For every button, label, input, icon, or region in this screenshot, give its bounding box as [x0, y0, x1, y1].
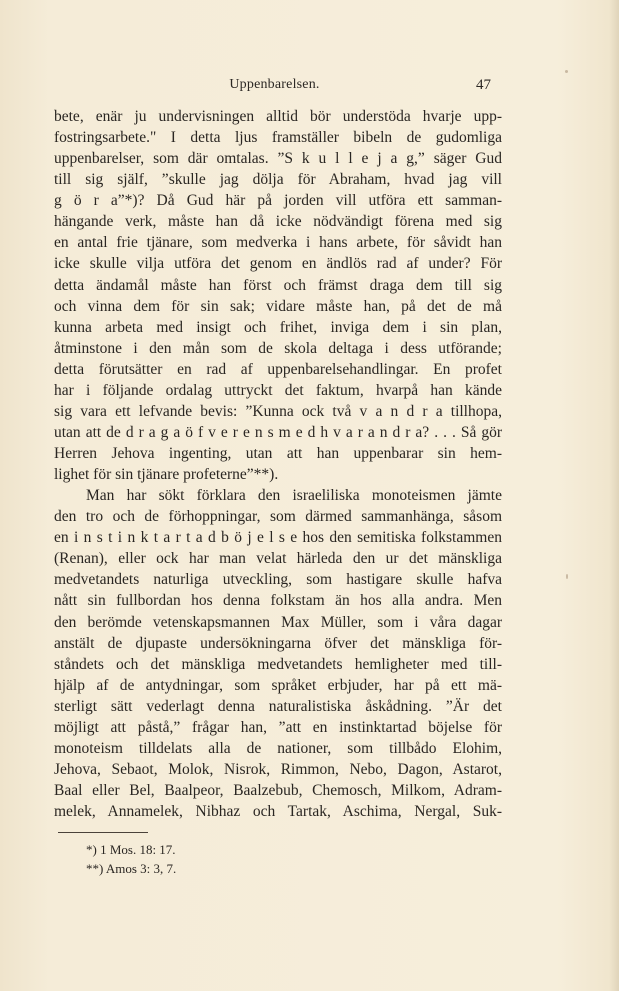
text-line: Jehova, Sebaot, Molok, Nisrok, Rimmon, Nebo, Dagon, Astarot, [54, 760, 502, 778]
text-line: Herren Jehova ingenting, utan att han uppenbarar sin hem- [54, 445, 502, 462]
text-line: ståndets och det mänskliga medvetandets hemligheter med till- [54, 655, 502, 673]
text-line: en i n s t i n k t a r t a d b ö j e l s e hos den semitiska folkstammen [54, 529, 502, 547]
text-line: möjligt att påstå,” frågar han, ”att en instinktartad böjelse för [54, 718, 502, 736]
text-line: och vinna dem för sin sak; vidare måste han, på det de må [54, 297, 502, 315]
text-line: melek, Annamelek, Nibhaz och Tartak, Aschima, Nergal, Suk- [54, 803, 502, 821]
paper-speck [566, 574, 568, 579]
text-line: hängande verk, måste han då icke nödvändigt förena med sig [54, 213, 502, 231]
text-line: sterligt sätt vederlagt denna naturalistiska åskådning. ”Är det [54, 697, 502, 715]
text-line: fostringsarbete." I detta ljus framställer bibeln de gudomliga [54, 129, 502, 147]
text-line: medvetandets naturliga utveckling, som hastigare skulle hafva [54, 571, 502, 589]
text-line: g ö r a”*)? Då Gud här på jorden vill utföra ett samman- [54, 192, 502, 210]
text-line: detta förutsätter en rad af uppenbarelsehandlingar. En profet [54, 360, 502, 378]
page-gutter-shadow [609, 0, 619, 991]
text-line: en antal frie tjänare, som medverka i hans arbete, för såvidt han [54, 234, 502, 252]
footnote-divider [58, 832, 148, 833]
text-line: den berömde vetenskapsmannen Max Müller, som i våra dagar [54, 613, 502, 631]
text-line: har i följande ordalag uttryckt det faktum, hvarpå han kände [54, 381, 502, 399]
paper-speck [565, 70, 568, 73]
text-line: till sig själf, ”skulle jag dölja för Abraham, hvad jag vill [54, 171, 502, 189]
footnote: *) 1 Mos. 18: 17. [86, 842, 176, 857]
text-line: bete, enär ju undervisningen alltid bör understöda hvarje upp- [54, 108, 502, 125]
page-number: 47 [476, 77, 491, 93]
text-line-paragraph-start: Man har sökt förklara den israeliliska monoteismen jämte [86, 487, 502, 505]
footnote: **) Amos 3: 3, 7. [86, 861, 177, 876]
text-line: monoteism tilldelats alla de nationer, som tillbådo Elohim, [54, 739, 502, 757]
text-line: (Renan), eller ock har man velat härleda den ur det mänskliga [54, 550, 502, 568]
text-line: icke skulle vilja utföra det genom en ändlös rad af under? För [54, 255, 502, 273]
page-header [58, 77, 491, 97]
text-line: detta ändamål måste han först och främst draga dem till sig [54, 276, 502, 294]
footnotes [86, 840, 176, 878]
text-line: den tro och de förhoppningar, som därmed sammanhänga, såsom [54, 508, 502, 526]
text-line: nått sin fullbordan hos denna folkstam än hos alla andra. Men [54, 592, 502, 610]
text-line: hjälp af de antydningar, som språket erbjuder, har på ett mä- [54, 676, 502, 694]
text-line: Baal eller Bel, Baalpeor, Baalzebub, Chemosch, Milkom, Adram- [54, 782, 502, 799]
body-text [54, 106, 502, 822]
running-title: Uppenbarelsen. [229, 77, 320, 92]
text-line: lighet för sin tjänare profeterne”**). [54, 466, 279, 484]
text-line: åtminstone i den mån som de skola deltaga i dess utförande; [54, 339, 502, 357]
text-line: sig vara ett lefvande bevis: ”Kunna ock två v a n d r a tillhopa, [54, 402, 502, 420]
text-line: uppenbarelser, som där omtalas. ”S k u l l e j a g,” säger Gud [54, 150, 502, 168]
text-line: kunna arbeta med insigt och frihet, inviga dem i sin plan, [54, 318, 502, 336]
text-line: anstält de djupaste undersökningarna öfver det mänskliga för- [54, 634, 502, 652]
text-line: utan att de d r a g a ö f v e r e n s m e d h v a r a n d r a? . . . Så gör [54, 423, 502, 441]
